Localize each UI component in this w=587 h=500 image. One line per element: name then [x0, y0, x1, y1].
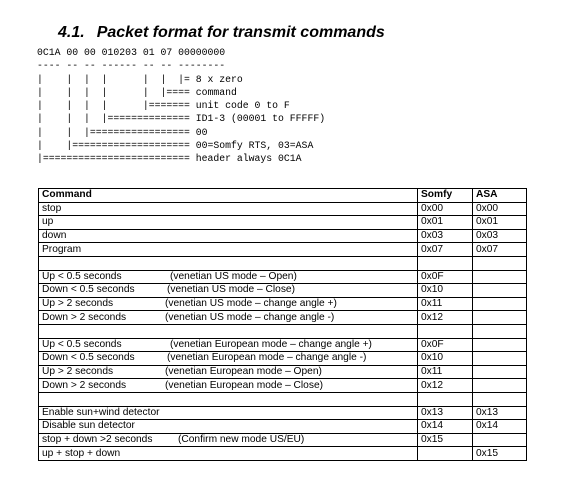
somfy-code-cell: 0x14: [418, 420, 473, 434]
command-name: Enable sun+wind detector: [42, 406, 160, 418]
asa-code-cell: [473, 256, 527, 270]
command-note: (venetian European mode – change angle +): [170, 338, 372, 350]
table-row: [39, 229, 527, 243]
table-header-row: [39, 189, 527, 203]
somfy-code-cell: 0x10: [418, 352, 473, 366]
asa-code-cell: 0x00: [473, 202, 527, 216]
command-name: stop: [42, 202, 62, 214]
table-row: [39, 420, 527, 434]
table-row: [39, 352, 527, 366]
table-row: [39, 311, 527, 325]
asa-code-cell: [473, 338, 527, 352]
somfy-code-cell: 0x12: [418, 311, 473, 325]
packet-format-diagram: [37, 46, 325, 166]
command-note: (Confirm new mode US/EU): [178, 433, 305, 445]
command-cell: [39, 433, 418, 447]
table-row: [39, 284, 527, 298]
command-cell: [39, 243, 418, 257]
asa-code-cell: [473, 311, 527, 325]
table-row: [39, 297, 527, 311]
command-cell: [39, 229, 418, 243]
command-note: (venetian European mode – Open): [165, 366, 322, 378]
somfy-code-cell: 0x0F: [418, 338, 473, 352]
asa-code-cell: [473, 352, 527, 366]
table-row: [39, 379, 527, 393]
header-asa: ASA: [473, 189, 527, 203]
table-row: [39, 406, 527, 420]
table-row: [39, 202, 527, 216]
somfy-code-cell: 0x11: [418, 297, 473, 311]
somfy-code-cell: 0x01: [418, 216, 473, 230]
code-line: 0C1A 00 00 010203 01 07 00000000: [37, 47, 226, 58]
somfy-code-cell: 0x07: [418, 243, 473, 257]
somfy-code-cell: [418, 392, 473, 406]
code-line: | | |================= 00: [37, 126, 208, 138]
command-cell: [39, 256, 418, 270]
command-table: [38, 188, 527, 461]
table-row: [39, 447, 527, 461]
command-name: Up < 0.5 seconds: [42, 338, 122, 350]
somfy-code-cell: 0x00: [418, 202, 473, 216]
asa-code-cell: 0x01: [473, 216, 527, 230]
asa-code-cell: 0x15: [473, 447, 527, 461]
table-row: [39, 433, 527, 447]
asa-code-cell: [473, 379, 527, 393]
table-row: [39, 324, 527, 338]
somfy-code-cell: [418, 324, 473, 338]
section-number: 4.1.: [58, 24, 85, 41]
command-cell: [39, 365, 418, 379]
command-cell: [39, 406, 418, 420]
command-cell: [39, 324, 418, 338]
command-name: down: [42, 230, 67, 242]
command-cell: [39, 311, 418, 325]
command-cell: [39, 392, 418, 406]
section-heading: [58, 24, 385, 42]
code-line: | | | | | | |= 8 x zero: [37, 73, 243, 85]
asa-code-cell: [473, 270, 527, 284]
somfy-code-cell: 0x03: [418, 229, 473, 243]
command-cell: [39, 216, 418, 230]
command-name: up + stop + down: [42, 447, 121, 459]
command-note: (venetian US mode – change angle +): [165, 298, 337, 310]
somfy-code-cell: 0x10: [418, 284, 473, 298]
code-line: | | | | |======= unit code 0 to F: [37, 100, 290, 112]
code-line: |========================= header always 0C1A: [37, 153, 302, 165]
command-name: Down < 0.5 seconds: [42, 352, 135, 364]
command-name: Up > 2 seconds: [42, 298, 114, 310]
code-line: | |==================== 00=Somfy RTS, 03=ASA: [37, 140, 314, 152]
command-name: Down > 2 seconds: [42, 311, 127, 323]
table-row: [39, 392, 527, 406]
asa-code-cell: [473, 392, 527, 406]
somfy-code-cell: 0x11: [418, 365, 473, 379]
command-note: (venetian US mode – Close): [167, 284, 295, 296]
code-line: | | | | | |==== command: [37, 86, 237, 98]
asa-code-cell: 0x03: [473, 229, 527, 243]
asa-code-cell: [473, 324, 527, 338]
asa-code-cell: [473, 433, 527, 447]
command-cell: [39, 202, 418, 216]
asa-code-cell: [473, 284, 527, 298]
somfy-code-cell: 0x0F: [418, 270, 473, 284]
command-name: stop + down >2 seconds: [42, 433, 153, 445]
section-title: Packet format for transmit commands: [96, 24, 385, 41]
command-name: Up > 2 seconds: [42, 366, 114, 378]
command-note: (venetian European mode – Close): [165, 379, 324, 391]
asa-code-cell: [473, 365, 527, 379]
somfy-code-cell: [418, 447, 473, 461]
command-cell: [39, 379, 418, 393]
command-note: (venetian US mode – change angle -): [165, 311, 335, 323]
command-name: up: [42, 216, 54, 228]
command-cell: [39, 284, 418, 298]
code-line: ---- -- -- ------ -- -- --------: [37, 60, 226, 72]
table-row: [39, 243, 527, 257]
table-row: [39, 216, 527, 230]
command-note: (venetian European mode – change angle -): [167, 352, 367, 364]
header-somfy: Somfy: [418, 189, 473, 203]
command-name: Disable sun detector: [42, 420, 135, 432]
command-cell: [39, 338, 418, 352]
command-cell: [39, 352, 418, 366]
command-name: Down < 0.5 seconds: [42, 284, 135, 296]
command-name: Down > 2 seconds: [42, 379, 127, 391]
asa-code-cell: 0x13: [473, 406, 527, 420]
table-row: [39, 270, 527, 284]
header-command: Command: [39, 189, 418, 203]
code-line: | | | |============== ID1-3 (00001 to FFFFF): [37, 113, 326, 125]
command-cell: [39, 270, 418, 284]
table-row: [39, 338, 527, 352]
command-name: Up < 0.5 seconds: [42, 270, 122, 282]
asa-code-cell: 0x07: [473, 243, 527, 257]
command-cell: [39, 297, 418, 311]
table-row: [39, 256, 527, 270]
somfy-code-cell: [418, 256, 473, 270]
somfy-code-cell: 0x15: [418, 433, 473, 447]
table-row: [39, 365, 527, 379]
asa-code-cell: [473, 297, 527, 311]
somfy-code-cell: 0x12: [418, 379, 473, 393]
command-note: (venetian US mode – Open): [170, 270, 297, 282]
command-cell: [39, 447, 418, 461]
command-name: Program: [42, 243, 82, 255]
somfy-code-cell: 0x13: [418, 406, 473, 420]
asa-code-cell: 0x14: [473, 420, 527, 434]
command-cell: [39, 420, 418, 434]
